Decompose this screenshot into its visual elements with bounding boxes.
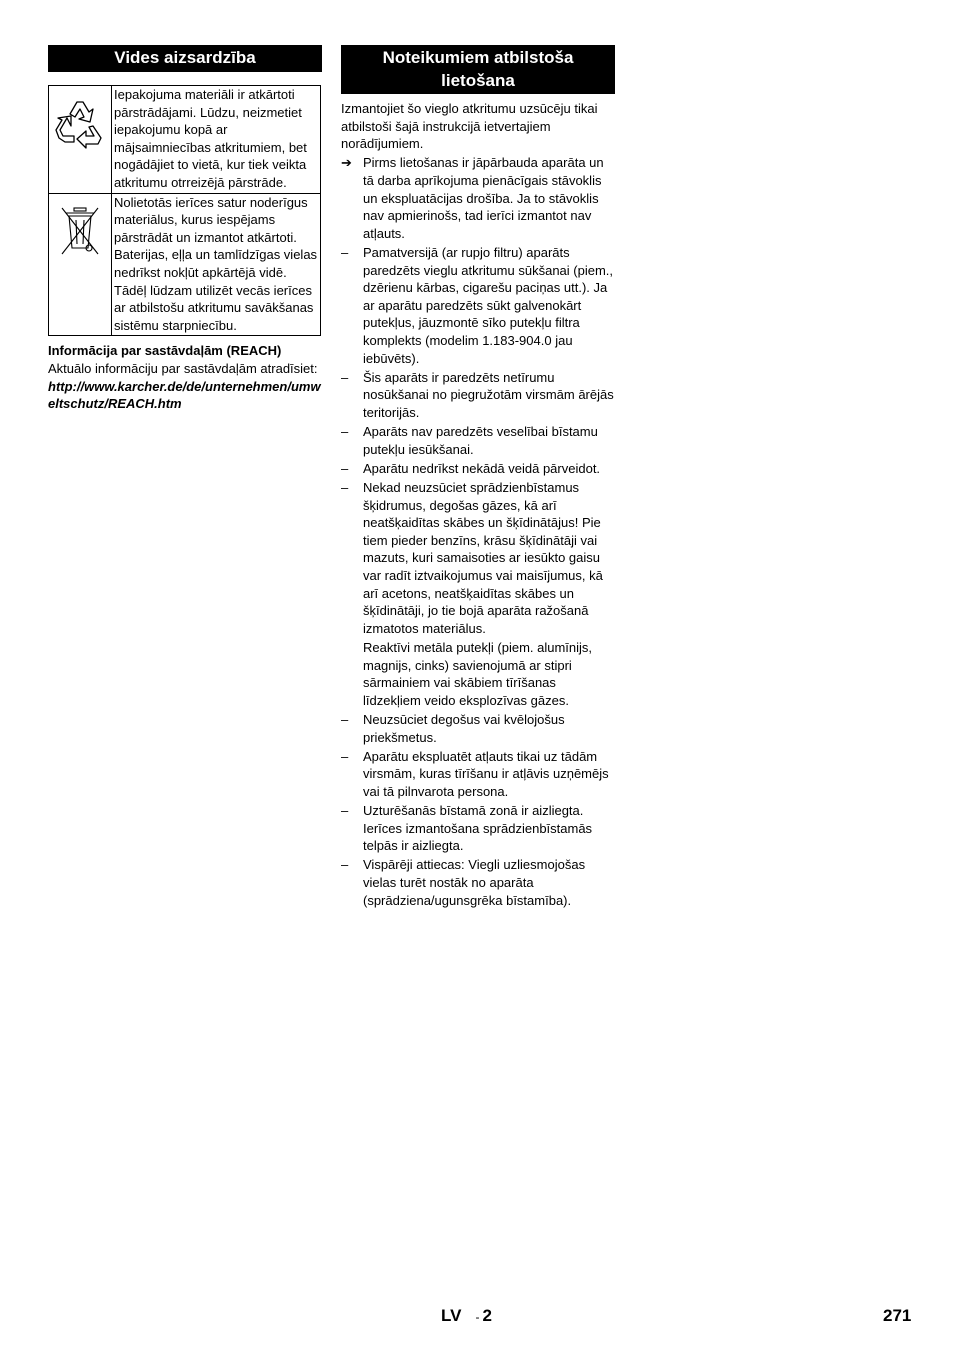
list-item bbox=[341, 802, 615, 855]
footer-dash: - bbox=[475, 1310, 480, 1324]
list-item-text: Aparātu ekspluatēt atļauts tikai uz tādām virsmām, kuras tīrīšanu ir atļāvis uzņēmējs vai tā pilnvarota persona. bbox=[363, 748, 609, 799]
dash-marker: – bbox=[341, 803, 349, 819]
list-item-text: Vispārēji attiecas: Viegli uzliesmojošas vielas turēt nostāk no aparāta (sprādziena/ugunsgrēka bīstamība). bbox=[363, 857, 586, 908]
footer-section-page: 2 bbox=[482, 1306, 492, 1325]
footer-lang: LV bbox=[441, 1306, 462, 1325]
dash-marker: – bbox=[341, 424, 349, 440]
list-item-text: Šis aparāts ir paredzēts netīrumu nosūkšanai no piegružotām virsmām ārējās teritorijās. bbox=[363, 369, 614, 420]
reach-block bbox=[48, 342, 322, 412]
list-item-text: Pirms lietošanas ir jāpārbauda aparāta un tā darba aprīkojuma pienācīgais stāvoklis un ekspluatācijas drošība. Ja to stāvoklis nav apmierinošs, tad ierīci izmantot nav atļauts. bbox=[363, 155, 604, 241]
section-heading-environment: Vides aizsardzība bbox=[48, 45, 322, 72]
list-item bbox=[341, 369, 615, 422]
list-item bbox=[341, 244, 615, 367]
right-column bbox=[341, 45, 615, 909]
list-item bbox=[341, 856, 615, 909]
list-item-text: Aparāts nav paredzēts veselībai bīstamu putekļu iesūkšanai. bbox=[363, 424, 598, 457]
section-heading-intended-use: Noteikumiem atbilstoša lietošana bbox=[341, 45, 615, 94]
dash-marker: – bbox=[341, 244, 349, 260]
footer-language-label bbox=[441, 1306, 492, 1326]
list-item-text: Aparātu nedrīkst nekādā veidā pārveidot. bbox=[363, 460, 601, 476]
environment-table bbox=[48, 85, 321, 336]
recycle-text: Iepakojuma materiāli ir atkārtoti pārstrādājami. Lūdzu, neizmetiet iepakojumu kopā ar mājsaimniecības atkritumiem, bet nogādājiet to vietā, kur tiek veikta atkritumu otrreizējā pārstrāde. bbox=[112, 86, 321, 194]
dash-marker: – bbox=[341, 748, 349, 764]
dash-marker: – bbox=[341, 480, 349, 496]
dash-marker: – bbox=[341, 460, 349, 476]
reach-text: Aktuālo informāciju par sastāvdaļām atradīsiet: bbox=[48, 360, 318, 376]
bin-icon-cell bbox=[49, 193, 112, 336]
left-column bbox=[48, 45, 322, 413]
crossed-bin-icon bbox=[58, 204, 102, 258]
list-item-text: Nekad neuzsūciet sprādzienbīstamus šķidrumus, degošas gāzes, kā arī neatšķaidītas skābes un šķīdinātājus! Pie tiem pieder benzīns, krāsu šķīdinātāji vai mazuts, kuri samaisoties ar iesūkto gaisu var radīt iztvaikojumus vai maisījumus, kā arī acetons, neatšķaidītas skābes un šķīdinātāji, jo tie bojā aparāta ražošanā izmatotos materiālus. bbox=[363, 480, 603, 636]
instructions-list bbox=[341, 154, 615, 909]
reach-title: Informācija par sastāvdaļām (REACH) bbox=[48, 343, 282, 359]
page-number: 271 bbox=[883, 1306, 912, 1325]
recycle-icon-cell bbox=[49, 86, 112, 194]
list-item-text: Neuzsūciet degošus vai kvēlojošus priekšmetus. bbox=[363, 711, 565, 745]
disposal-text: Nolietotās ierīces satur noderīgus materiālus, kurus iespējams pārstrādāt un izmantot atkārtoti. Baterijas, eļļa un tamlīdzīgas vielas nedrīkst nokļūt apkārtējā vidē. Tādēļ lūdzam utilizēt vecās ierīces ar atbilstošu atkritumu savākšanas sistēmu starpniecību. bbox=[112, 193, 321, 336]
arrow-marker-icon: ➔ bbox=[341, 155, 352, 171]
dash-marker: – bbox=[341, 857, 349, 873]
dash-marker: – bbox=[341, 711, 349, 727]
list-item-text: Uzturēšanās bīstamā zonā ir aizliegta. Ierīces izmantošana sprādzienbīstamās telpās ir aizliegta. bbox=[363, 803, 593, 854]
recycle-icon bbox=[53, 96, 107, 150]
list-item-extra-text: Reaktīvi metāla putekļi (piem. alumīnijs, magnijs, cinks) savienojumā ar stipri sārmainiem vai skābiem tīrīšanas līdzekļiem veido eksplozīvas gāzes. bbox=[363, 639, 593, 708]
list-item bbox=[341, 748, 615, 801]
table-row bbox=[49, 86, 321, 194]
list-item bbox=[341, 711, 615, 746]
table-row bbox=[49, 193, 321, 336]
intro-paragraph: Izmantojiet šo vieglo atkritumu uzsūcēju tikai atbilstoši šajā instrukcijā ietvertajiem norādījumiem. bbox=[341, 101, 598, 152]
reach-link[interactable]: http://www.karcher.de/de/unternehmen/umweltschutz/REACH.htm bbox=[48, 378, 321, 412]
list-item bbox=[341, 479, 615, 709]
dash-marker: – bbox=[341, 369, 349, 385]
list-item bbox=[341, 460, 615, 478]
list-item bbox=[341, 423, 615, 458]
list-item bbox=[341, 154, 615, 242]
list-item-text: Pamatversijā (ar rupjo filtru) aparāts paredzēts vieglu atkritumu sūkšanai (piem., dzērienu kārbas, cigarešu paciņas utt.). Ja ar aparātu paredzēts sūkt galvenokārt putekļus, jāuzmontē sīko putekļu filtra komplekts (modelim 1.183-904.0 jau iebūvēts). bbox=[363, 244, 614, 366]
